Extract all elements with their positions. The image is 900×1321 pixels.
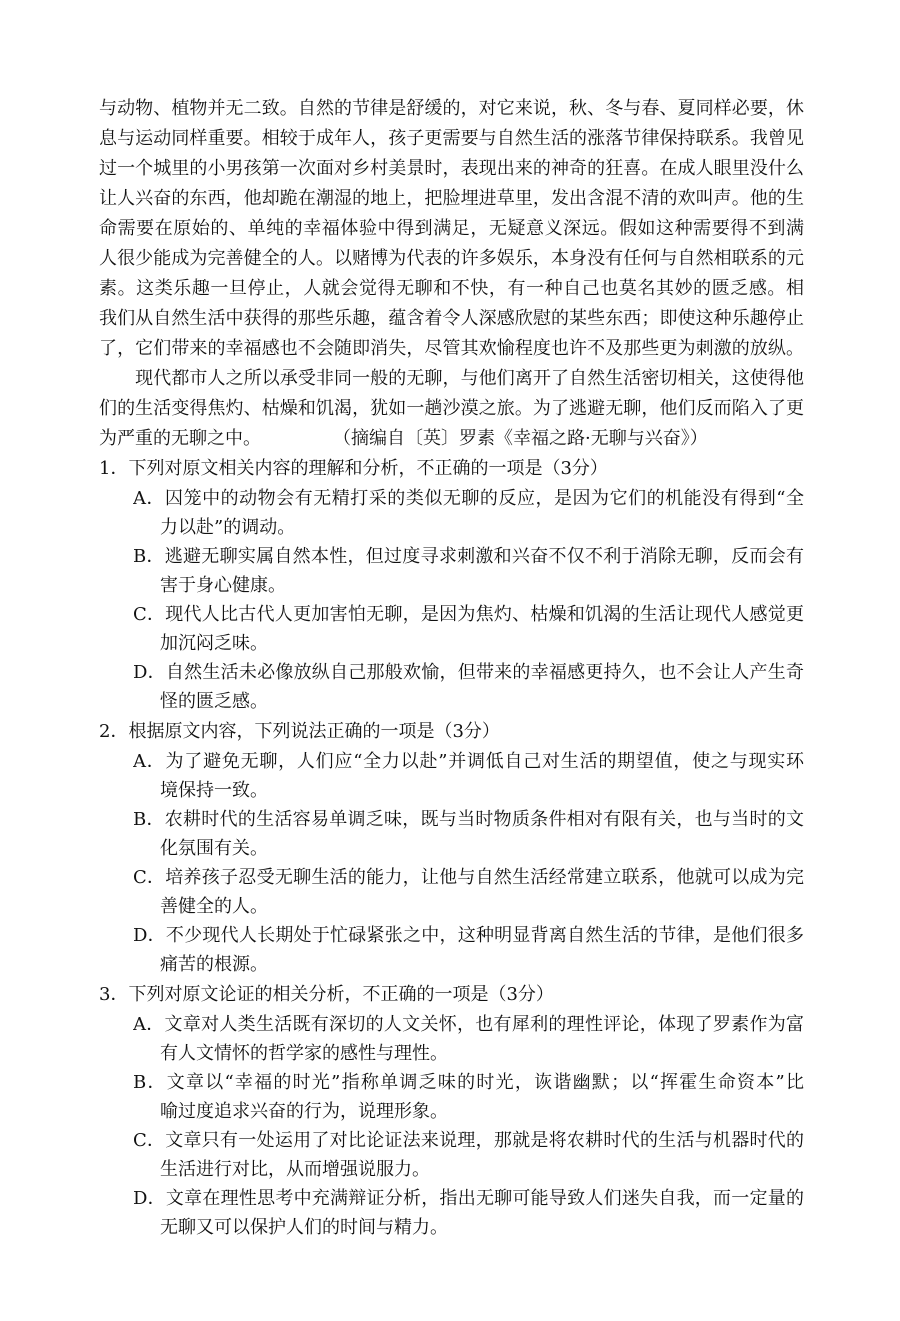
question-stem: 2．根据原文内容，下列说法正确的一项是（3分） (99, 721, 500, 742)
option-text: 力以赴”的调动。 (160, 517, 296, 538)
option-text: C．文章只有一处运用了对比论证法来说理，那就是将农耕时代的生活与机器时代的 (133, 1130, 804, 1151)
question-stem: 3．下列对原文论证的相关分析，不正确的一项是（3分） (99, 984, 554, 1005)
passage-text: 了，它们带来的幸福感也不会随即消失，尽管其欢愉程度也许不及那些更为刺激的放纵。 (99, 338, 804, 359)
passage-text: 让人兴奋的东西，他却跪在潮湿的地上，把脸埋进草里，发出含混不清的欢叫声。他的生 (99, 188, 804, 209)
passage-line (0, 397, 900, 421)
passage-text: 们的生活变得焦灼、枯燥和饥渴，犹如一趟沙漠之旅。为了逃避无聊，他们反而陷入了更 (99, 398, 804, 419)
passage-text: 现代都市人之所以承受非同一般的无聊，与他们离开了自然生活密切相关，这使得他 (99, 368, 804, 389)
passage-text: 与动物、植物并无二致。自然的节律是舒缓的，对它来说，秋、冬与春、夏同样必要，休 (99, 98, 804, 119)
option-2a-cont (0, 779, 900, 803)
option-text: C．现代人比古代人更加害怕无聊，是因为焦灼、枯燥和饥渴的生活让现代人感觉更 (133, 604, 804, 625)
option-2b-cont (0, 837, 900, 861)
passage-line (0, 367, 900, 391)
question-1 (0, 457, 900, 481)
option-text: C．培养孩子忍受无聊生活的能力，让他与自然生活经常建立联系，他就可以成为完 (133, 867, 804, 888)
option-text: D．文章在理性思考中充满辩证分析，指出无聊可能导致人们迷失自我，而一定量的 (133, 1188, 804, 1209)
option-3c-cont (0, 1158, 900, 1182)
option-text: 无聊又可以保护人们的时间与精力。 (160, 1217, 448, 1238)
passage-line (0, 157, 900, 181)
passage-source-line (0, 427, 900, 451)
question-2 (0, 720, 900, 744)
option-text: 怪的匮乏感。 (160, 691, 268, 712)
option-2d-cont (0, 953, 900, 977)
option-2b (0, 808, 900, 832)
question-3 (0, 983, 900, 1007)
option-3a (0, 1013, 900, 1037)
option-text: B．文章以“幸福的时光”指称单调乏味的时光，诙谐幽默；以“挥霍生命资本”比 (133, 1072, 804, 1093)
option-3a-cont (0, 1042, 900, 1066)
option-text: B．农耕时代的生活容易单调乏味，既与当时物质条件相对有限有关，也与当时的文 (133, 809, 804, 830)
option-text: 生活进行对比，从而增强说服力。 (160, 1159, 430, 1180)
option-text: 害于身心健康。 (160, 575, 286, 596)
option-3c (0, 1129, 900, 1153)
passage-text: 我们从自然生活中获得的那些乐趣，蕴含着令人深感欣慰的某些东西；即使这种乐趣停止 (99, 308, 804, 329)
option-text: 化氛围有关。 (160, 838, 268, 859)
option-3b-cont (0, 1100, 900, 1124)
option-text: A．为了避免无聊，人们应“全力以赴”并调低自己对生活的期望值，使之与现实环 (133, 751, 804, 772)
option-1d (0, 661, 900, 685)
passage-text: 过一个城里的小男孩第一次面对乡村美景时，表现出来的神奇的狂喜。在成人眼里没什么 (99, 158, 804, 179)
option-2c-cont (0, 895, 900, 919)
option-3d (0, 1187, 900, 1211)
option-text: 喻过度追求兴奋的行为，说理形象。 (160, 1101, 448, 1122)
option-text: D．自然生活未必像放纵自己那般欢愉，但带来的幸福感更持久，也不会让人产生奇 (133, 662, 804, 683)
option-1a-cont (0, 516, 900, 540)
passage-text: 命需要在原始的、单纯的幸福体验中得到满足，无疑意义深远。假如这种需要得不到满 (99, 218, 804, 239)
option-1a (0, 487, 900, 511)
passage-text: 素。这类乐趣一旦停止，人就会觉得无聊和不快，有一种自己也莫名其妙的匮乏感。相 (99, 278, 804, 299)
option-1b (0, 545, 900, 569)
question-stem: 1．下列对原文相关内容的理解和分析，不正确的一项是（3分） (99, 458, 608, 479)
passage-line (0, 307, 900, 331)
option-1c (0, 603, 900, 627)
passage-text: 人很少能成为完善健全的人。以赌博为代表的许多娱乐，本身没有任何与自然相联系的元 (99, 248, 804, 269)
passage-line (0, 187, 900, 211)
passage-line (0, 277, 900, 301)
option-text: 境保持一致。 (160, 780, 268, 801)
option-1b-cont (0, 574, 900, 598)
option-text: 善健全的人。 (160, 896, 268, 917)
passage-line (0, 127, 900, 151)
option-1d-cont (0, 690, 900, 714)
passage-line (0, 217, 900, 241)
option-2c (0, 866, 900, 890)
option-1c-cont (0, 632, 900, 656)
passage-line (0, 337, 900, 361)
passage-text: 息与运动同样重要。相较于成年人，孩子更需要与自然生活的涨落节律保持联系。我曾见 (99, 128, 804, 149)
option-text: 有人文情怀的哲学家的感性与理性。 (160, 1043, 448, 1064)
passage-line (0, 97, 900, 121)
option-3d-cont (0, 1216, 900, 1240)
passage-line (0, 247, 900, 271)
option-text: D．不少现代人长期处于忙碌紧张之中，这种明显背离自然生活的节律，是他们很多 (133, 925, 804, 946)
option-text: 痛苦的根源。 (160, 954, 268, 975)
option-text: B．逃避无聊实属自然本性，但过度寻求刺激和兴奋不仅不利于消除无聊，反而会有 (133, 546, 804, 567)
option-text: A．囚笼中的动物会有无精打采的类似无聊的反应，是因为它们的机能没有得到“全 (133, 488, 804, 509)
option-2a (0, 750, 900, 774)
option-text: A．文章对人类生活既有深切的人文关怀，也有犀利的理性评论，体现了罗素作为富 (133, 1014, 804, 1035)
option-text: 加沉闷乏味。 (160, 633, 268, 654)
option-3b (0, 1071, 900, 1095)
passage-source: 为严重的无聊之中。 （摘编自〔英〕罗素《幸福之路·无聊与兴奋》） (99, 428, 708, 449)
option-2d (0, 924, 900, 948)
